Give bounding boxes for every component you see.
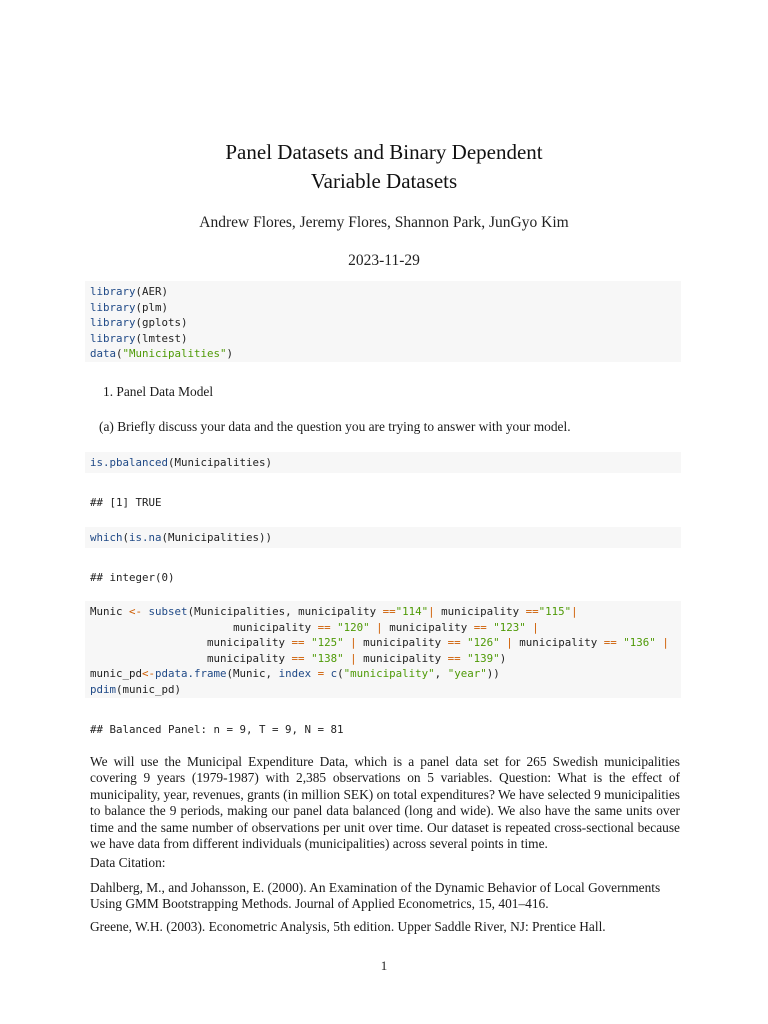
code-block-subset [85, 601, 681, 698]
document-date: 2023-11-29 [348, 252, 420, 269]
code-block-libraries [85, 281, 681, 362]
code-line: pdim(munic_pd) [90, 682, 182, 696]
code-block-which-na [85, 527, 681, 548]
code-line: library(lmtest) [90, 331, 188, 345]
code-line: municipality == "138" | municipality == "139") [207, 651, 507, 665]
title-line-1: Panel Datasets and Binary Dependent [225, 140, 543, 164]
code-block-pbalanced [85, 452, 681, 473]
code-line: data("Municipalities") [90, 347, 234, 361]
code-line: munic_pd<-pdata.frame(Munic, index = c("municipality", "year")) [90, 667, 500, 681]
code-line: library(gplots) [90, 316, 188, 330]
title-line-2: Variable Datasets [310, 169, 458, 193]
page-number: 1 [380, 958, 388, 973]
output-which-na: ## integer(0) [90, 571, 175, 584]
reference-greene: Greene, W.H. (2003). Econometric Analysis, 5th edition. Upper Saddle River, NJ: Prentice Hall. [90, 919, 606, 934]
code-line: municipality == "125" | municipality == "126" | municipality == "136" | [207, 636, 669, 650]
data-citation-label: Data Citation: [90, 855, 166, 870]
code-line: which(is.na(Municipalities)) [90, 531, 273, 544]
subsection-a: (a) Briefly discuss your data and the question you are trying to answer with your model. [99, 419, 571, 434]
code-line: library(plm) [90, 300, 169, 314]
reference-dahlberg: Dahlberg, M., and Johansson, E. (2000). An Examination of the Dynamic Behavior of Local Governments Using GMM Bootstrapping Methods. Journal of Applied Econometrics, 15, 401–416. [90, 880, 661, 912]
output-pbalanced: ## [1] TRUE [90, 496, 162, 509]
authors: Andrew Flores, Jeremy Flores, Shannon Park, JunGyo Kim [199, 214, 569, 231]
code-line: municipality == "120" | municipality == "123" | [233, 620, 539, 634]
code-line: is.pbalanced(Municipalities) [90, 456, 273, 469]
section-heading-panel-data-model: 1. Panel Data Model [103, 384, 214, 399]
code-line: Munic <- subset(Municipalities, municipality =="114"| municipality =="115"| [90, 605, 578, 618]
output-pdim: ## Balanced Panel: n = 9, T = 9, N = 81 [90, 723, 344, 736]
document-title [0, 138, 768, 196]
code-line: library(AER) [90, 285, 169, 298]
body-paragraph: We will use the Municipal Expenditure Data, which is a panel data set for 265 Swedish municipalities covering 9 years (1979-1987) with 2,385 observations on 5 variables. Question: What is the effect of municipality, year, revenues, grants (in million SEK) on total expenditures? We have selected 9 municipalities to balance the 9 periods, making our panel data balanced (long and wide). We also have the same units over time and the same number of observations per unit over time. Our dataset is repeated cross-sectional because we have data from different individuals (municipalities) across several points in time. [90, 754, 680, 852]
